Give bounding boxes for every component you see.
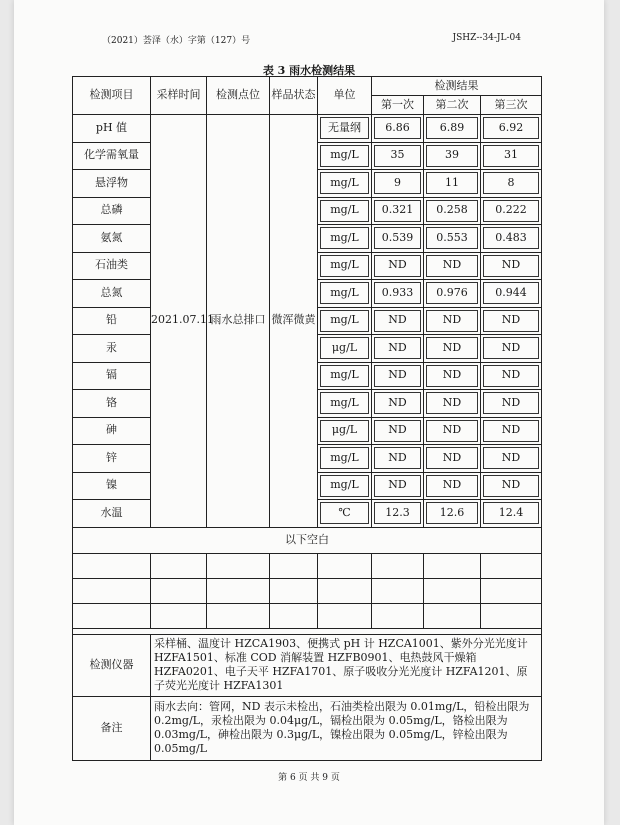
empty-cell <box>73 553 151 578</box>
result-first: ND <box>374 447 421 469</box>
unit-value-cell <box>318 170 372 198</box>
result-third: ND <box>483 365 539 387</box>
empty-cell <box>372 603 424 628</box>
result-second-cell <box>424 197 481 225</box>
parameter-name: 铅 <box>73 307 151 335</box>
result-first-cell <box>372 500 424 528</box>
result-first: ND <box>374 255 421 277</box>
parameter-name: 镍 <box>73 472 151 500</box>
result-second-cell <box>424 417 481 445</box>
parameter-name: 总氮 <box>73 280 151 308</box>
unit-value-cell <box>318 500 372 528</box>
unit-value-cell <box>318 225 372 253</box>
unit-value: μg/L <box>320 420 369 442</box>
unit-value: mg/L <box>320 227 369 249</box>
result-second: 39 <box>426 145 478 167</box>
empty-cell <box>424 553 481 578</box>
result-second-cell <box>424 472 481 500</box>
result-first-cell <box>372 115 424 143</box>
unit-value-cell <box>318 280 372 308</box>
empty-cell <box>207 603 270 628</box>
result-second: 0.553 <box>426 227 478 249</box>
result-third-cell <box>481 280 542 308</box>
instruments-text: 采样桶、温度计 HZCA1903、便携式 pH 计 HZCA1001、紫外分光光度计 HZFA1501、标准 COD 消解装置 HZFB0901、电热鼓风干燥箱 HZFA0201、电子天平 HZFA1701、原子吸收分光光度计 HZFA1201、原子荧光光度计 HZFA1301 <box>151 634 542 696</box>
table-row <box>73 115 542 143</box>
unit-value-cell <box>318 445 372 473</box>
result-first-cell <box>372 142 424 170</box>
result-third-cell <box>481 307 542 335</box>
result-second: ND <box>426 420 478 442</box>
empty-cell <box>270 578 318 603</box>
result-first: ND <box>374 475 421 497</box>
result-first-cell <box>372 280 424 308</box>
unit-value-cell <box>318 362 372 390</box>
result-second: ND <box>426 475 478 497</box>
unit-value-cell <box>318 335 372 363</box>
result-third-cell <box>481 142 542 170</box>
result-second-cell <box>424 307 481 335</box>
result-first-cell <box>372 307 424 335</box>
result-third-cell <box>481 335 542 363</box>
empty-cell <box>151 603 207 628</box>
col-header-item: 检测项目 <box>73 77 151 115</box>
parameter-name: 总磷 <box>73 197 151 225</box>
table-title: 表 3 雨水检测结果 <box>262 64 356 77</box>
sampling-location: 雨水总排口 <box>207 115 270 528</box>
result-first-cell <box>372 472 424 500</box>
instruments-label: 检测仪器 <box>73 634 151 696</box>
instruments-row <box>73 634 542 696</box>
sampling-time: 2021.07.11 <box>151 115 207 528</box>
result-third: ND <box>483 420 539 442</box>
unit-value: 无量纲 <box>320 117 369 139</box>
parameter-name: 化学需氧量 <box>73 142 151 170</box>
unit-value: mg/L <box>320 282 369 304</box>
empty-cell <box>481 553 542 578</box>
form-code: JSHZ--34-JL-04 <box>452 33 521 43</box>
result-first-cell <box>372 197 424 225</box>
unit-value: ℃ <box>320 502 369 524</box>
empty-cell <box>318 553 372 578</box>
document-page <box>14 0 604 825</box>
result-second-cell <box>424 280 481 308</box>
result-first: 0.539 <box>374 227 421 249</box>
unit-value: mg/L <box>320 200 369 222</box>
empty-cell <box>207 553 270 578</box>
result-first: ND <box>374 392 421 414</box>
result-second: 12.6 <box>426 502 478 524</box>
result-second: 11 <box>426 172 478 194</box>
result-third: 31 <box>483 145 539 167</box>
col-header-first: 第一次 <box>372 96 424 115</box>
result-third-cell <box>481 197 542 225</box>
empty-cell <box>151 578 207 603</box>
parameter-name: 悬浮物 <box>73 170 151 198</box>
result-second: ND <box>426 447 478 469</box>
result-second: 0.258 <box>426 200 478 222</box>
result-first: ND <box>374 420 421 442</box>
unit-value-cell <box>318 197 372 225</box>
col-header-sample-state: 样品状态 <box>270 77 318 115</box>
result-third: ND <box>483 255 539 277</box>
result-first: 9 <box>374 172 421 194</box>
result-second: 0.976 <box>426 282 478 304</box>
result-first-cell <box>372 335 424 363</box>
result-third-cell <box>481 362 542 390</box>
sample-state: 微浑微黄 <box>270 115 318 528</box>
result-third-cell <box>481 170 542 198</box>
empty-cell <box>73 603 151 628</box>
parameter-name: 汞 <box>73 335 151 363</box>
empty-cell <box>270 603 318 628</box>
parameter-name: 水温 <box>73 500 151 528</box>
parameter-name: 镉 <box>73 362 151 390</box>
empty-row <box>73 603 542 628</box>
result-third: 12.4 <box>483 502 539 524</box>
result-third-cell <box>481 500 542 528</box>
unit-value-cell <box>318 390 372 418</box>
unit-value-cell <box>318 417 372 445</box>
blank-note: 以下空白 <box>73 527 542 553</box>
result-second-cell <box>424 362 481 390</box>
empty-cell <box>481 603 542 628</box>
result-third: ND <box>483 447 539 469</box>
result-first: 12.3 <box>374 502 421 524</box>
result-first: 6.86 <box>374 117 421 139</box>
empty-cell <box>151 553 207 578</box>
parameter-name: 铬 <box>73 390 151 418</box>
result-second-cell <box>424 225 481 253</box>
result-third: 6.92 <box>483 117 539 139</box>
unit-value-cell <box>318 307 372 335</box>
empty-cell <box>318 578 372 603</box>
result-third-cell <box>481 252 542 280</box>
result-third: 0.483 <box>483 227 539 249</box>
result-second: ND <box>426 310 478 332</box>
result-third-cell <box>481 390 542 418</box>
result-second-cell <box>424 252 481 280</box>
result-third-cell <box>481 417 542 445</box>
col-header-third: 第三次 <box>481 96 542 115</box>
result-first-cell <box>372 390 424 418</box>
result-third-cell <box>481 225 542 253</box>
parameter-name: pH 值 <box>73 115 151 143</box>
empty-cell <box>372 578 424 603</box>
unit-value: mg/L <box>320 447 369 469</box>
unit-value: mg/L <box>320 365 369 387</box>
result-third-cell <box>481 445 542 473</box>
result-second: ND <box>426 337 478 359</box>
result-first: ND <box>374 310 421 332</box>
results-table <box>72 76 542 761</box>
blank-note-row <box>73 527 542 553</box>
document-number: （2021）荟泽（水）字第（127）号 <box>102 36 251 46</box>
result-third: ND <box>483 475 539 497</box>
result-first-cell <box>372 225 424 253</box>
result-second: ND <box>426 365 478 387</box>
result-second-cell <box>424 500 481 528</box>
header-row <box>73 77 542 96</box>
col-header-location: 检测点位 <box>207 77 270 115</box>
result-third-cell <box>481 115 542 143</box>
result-third: ND <box>483 392 539 414</box>
remarks-row <box>73 696 542 760</box>
unit-value: μg/L <box>320 337 369 359</box>
parameter-name: 锌 <box>73 445 151 473</box>
parameter-name: 氨氮 <box>73 225 151 253</box>
result-first-cell <box>372 445 424 473</box>
result-second-cell <box>424 390 481 418</box>
result-first: 35 <box>374 145 421 167</box>
result-first-cell <box>372 170 424 198</box>
unit-value-cell <box>318 115 372 143</box>
result-third-cell <box>481 472 542 500</box>
empty-cell <box>424 603 481 628</box>
result-first: 0.321 <box>374 200 421 222</box>
remarks-text: 雨水去向：管网，ND 表示未检出，石油类检出限为 0.01mg/L，铅检出限为 0.2mg/L，汞检出限为 0.04μg/L，镉检出限为 0.05mg/L，铬检出限为 0.03mg/L，砷检出限为 0.3μg/L，镍检出限为 0.05mg/L，锌检出限为 0.05mg/L <box>151 696 542 760</box>
result-third: ND <box>483 337 539 359</box>
empty-row <box>73 578 542 603</box>
result-second-cell <box>424 335 481 363</box>
unit-value: mg/L <box>320 255 369 277</box>
result-first: ND <box>374 365 421 387</box>
empty-cell <box>372 553 424 578</box>
col-header-results: 检测结果 <box>372 77 542 96</box>
empty-row <box>73 553 542 578</box>
unit-value-cell <box>318 142 372 170</box>
result-second: ND <box>426 392 478 414</box>
result-first-cell <box>372 417 424 445</box>
result-second-cell <box>424 115 481 143</box>
empty-cell <box>318 603 372 628</box>
result-first-cell <box>372 362 424 390</box>
unit-value: mg/L <box>320 392 369 414</box>
empty-cell <box>481 578 542 603</box>
result-first: 0.933 <box>374 282 421 304</box>
col-header-unit: 单位 <box>318 77 372 115</box>
result-third: 0.944 <box>483 282 539 304</box>
result-third: 0.222 <box>483 200 539 222</box>
result-first-cell <box>372 252 424 280</box>
result-second-cell <box>424 170 481 198</box>
unit-value: mg/L <box>320 172 369 194</box>
unit-value: mg/L <box>320 310 369 332</box>
parameter-name: 砷 <box>73 417 151 445</box>
result-second-cell <box>424 142 481 170</box>
empty-cell <box>424 578 481 603</box>
col-header-sampling-time: 采样时间 <box>151 77 207 115</box>
unit-value-cell <box>318 252 372 280</box>
unit-value: mg/L <box>320 475 369 497</box>
remarks-label: 备注 <box>73 696 151 760</box>
page-footer: 第 6 页 共 9 页 <box>278 773 340 783</box>
result-third: 8 <box>483 172 539 194</box>
empty-cell <box>270 553 318 578</box>
result-second: ND <box>426 255 478 277</box>
col-header-second: 第二次 <box>424 96 481 115</box>
parameter-name: 石油类 <box>73 252 151 280</box>
result-first: ND <box>374 337 421 359</box>
result-second-cell <box>424 445 481 473</box>
empty-cell <box>207 578 270 603</box>
empty-cell <box>73 578 151 603</box>
result-second: 6.89 <box>426 117 478 139</box>
unit-value-cell <box>318 472 372 500</box>
unit-value: mg/L <box>320 145 369 167</box>
result-third: ND <box>483 310 539 332</box>
